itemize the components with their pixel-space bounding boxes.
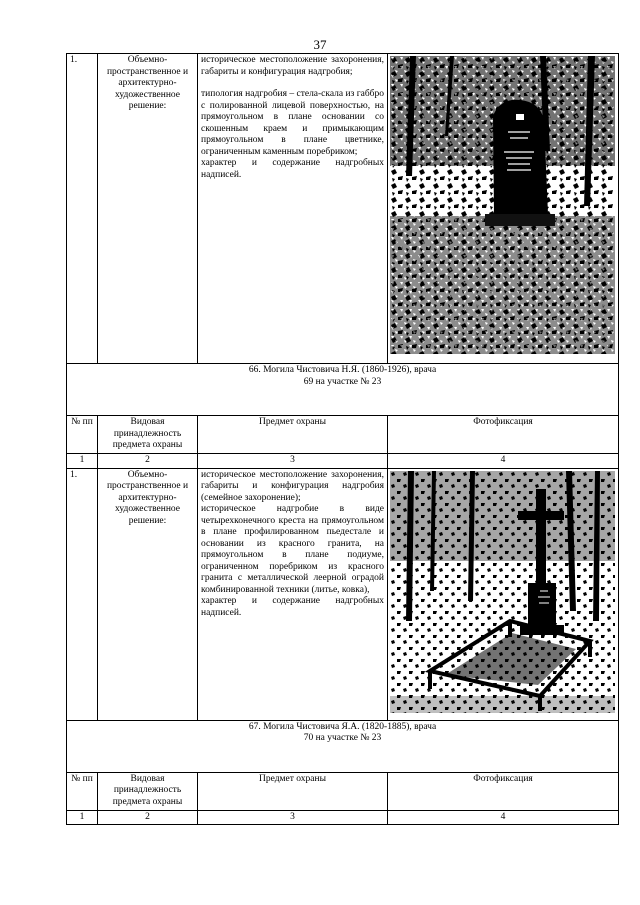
row-number: 1. — [67, 468, 98, 720]
caption-location: 70 на участке № 23 — [303, 733, 382, 743]
header-photo: Фотофиксация — [388, 416, 619, 454]
header-number: № пп — [67, 416, 98, 454]
protection-description — [198, 468, 388, 720]
index-cell: 2 — [98, 810, 198, 825]
photo-cell — [388, 54, 619, 364]
description-line: характер и содержание надгробных надписей. — [201, 596, 384, 618]
description-line: историческое надгробие в виде четырехконечного креста на прямоугольном в плане профилированном пьедестале и основании из красного гранита, на прямоугольном в плане подиуме, ограниченном поребриком из красного гранита с металлической леерной оградой комбинированной техники (литье, ковка), — [201, 504, 384, 595]
protection-table — [66, 53, 619, 825]
header-photo: Фотофиксация — [388, 772, 619, 810]
page-number: 37 — [313, 37, 327, 52]
header-type: Видовая принадлежность предмета охраны — [98, 772, 198, 810]
index-row — [67, 810, 619, 825]
description-line: историческое местоположение захоронения, габариты и конфигурация надгробия (семейное захоронение); — [201, 469, 384, 503]
section-caption-row — [67, 364, 619, 416]
photo-cell — [388, 468, 619, 720]
header-type: Видовая принадлежность предмета охраны — [98, 416, 198, 454]
table-row — [67, 468, 619, 720]
section-caption — [67, 364, 619, 416]
index-cell: 1 — [67, 454, 98, 469]
caption-location: 69 на участке № 23 — [303, 376, 382, 387]
index-row — [67, 454, 619, 469]
table-row — [67, 54, 619, 364]
index-cell: 4 — [388, 810, 619, 825]
header-row — [67, 416, 619, 454]
description-line: историческое местоположение захоронения, габариты и конфигурация надгробия; — [201, 55, 384, 77]
header-subject: Предмет охраны — [198, 772, 388, 810]
protection-type: Объемно-пространственное и архитектурно-художественное решение: — [98, 54, 198, 364]
index-cell: 3 — [198, 454, 388, 469]
protection-description — [198, 54, 388, 364]
caption-title: 67. Могила Чистовича Я.А. (1820-1885), врача — [248, 721, 437, 732]
header-row — [67, 772, 619, 810]
description-line: характер и содержание надгробных надписей. — [201, 158, 384, 180]
index-cell: 4 — [388, 454, 619, 469]
caption-title: 66. Могила Чистовича Н.Я. (1860-1926), врача — [248, 365, 437, 375]
header-subject: Предмет охраны — [198, 416, 388, 454]
section-caption-row — [67, 720, 619, 772]
cross-grave-photo — [390, 471, 615, 713]
gravestone-photo — [390, 56, 615, 354]
header-number: № пп — [67, 772, 98, 810]
protection-type: Объемно-пространственное и архитектурно-художественное решение: — [98, 468, 198, 720]
row-number: 1. — [67, 54, 98, 364]
section-caption — [67, 720, 619, 772]
description-line: типология надгробия – стела-скала из габбро с полированной лицевой поверхностью, на прямоугольном в плане основании со скошенным краем и примыкающим прямоугольном в плане цветнике, ограниченным каменным поребриком; — [201, 89, 384, 157]
index-cell: 1 — [67, 810, 98, 825]
index-cell: 2 — [98, 454, 198, 469]
index-cell: 3 — [198, 810, 388, 825]
